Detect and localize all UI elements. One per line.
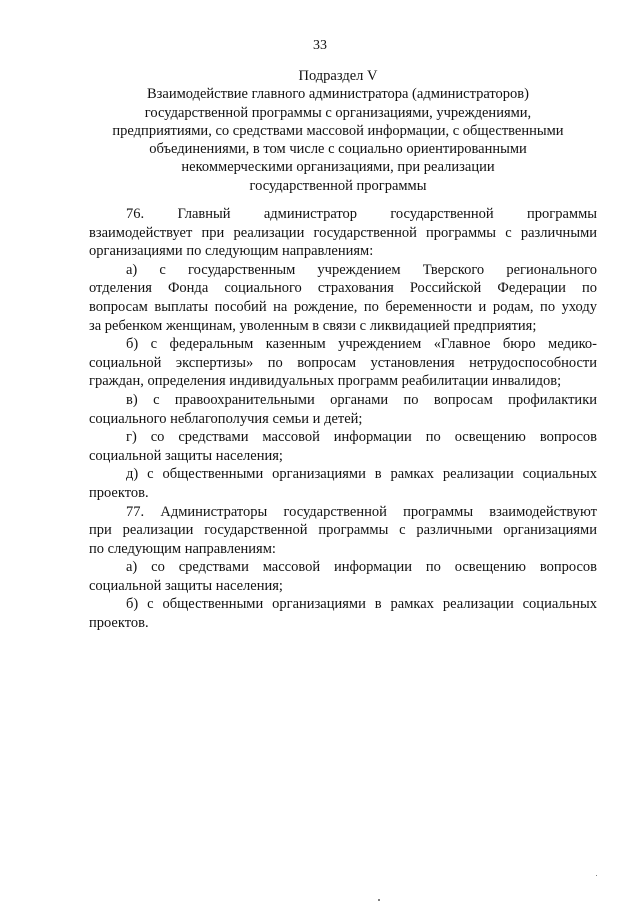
paragraph-76 <box>89 205 597 261</box>
text-line: проектов. <box>89 484 149 501</box>
text-line: социальной защиты населения; <box>89 447 283 464</box>
paragraph-77-a <box>89 558 597 595</box>
text-line: 76. Главный администратор государственной программы <box>126 206 597 222</box>
text-line: а) с государственным учреждением Тверского регионального <box>126 261 597 278</box>
paragraph-77 <box>89 503 597 559</box>
paragraph-77-b <box>89 595 597 632</box>
heading-line: государственной программы <box>249 177 427 194</box>
heading-line: Подраздел V <box>298 68 378 84</box>
text-line: в) с правоохранительными органами по вопросам профилактики <box>126 391 597 408</box>
text-line: за ребенком женщинам, уволенным в связи с ликвидацией предприятия; <box>89 317 537 334</box>
text-line: граждан, определения индивидуальных программ реабилитации инвалидов; <box>89 373 562 390</box>
text-line: взаимодействует при реализации государственной программы с различными <box>89 224 597 241</box>
page-number: 33 <box>313 38 327 53</box>
text-line: социального неблагополучия семьи и детей; <box>89 410 363 427</box>
scan-speck <box>378 899 380 901</box>
scan-speck <box>596 875 597 876</box>
text-line: а) со средствами массовой информации по освещению вопросов <box>126 559 597 576</box>
heading-line: государственной программы с организациями, учреждениями, <box>144 104 532 121</box>
text-line: социальной экспертизы» по вопросам установления нетрудоспособности <box>89 354 597 371</box>
text-line: г) со средствами массовой информации по освещению вопросов <box>126 429 597 446</box>
heading-line: объединениями, в том числе с социально ориентированными <box>149 141 527 158</box>
paragraph-76-d <box>89 465 597 502</box>
text-line: по следующим направлениям: <box>89 540 276 557</box>
text-line: организациями по следующим направлениям: <box>89 243 374 260</box>
body-text <box>89 205 597 633</box>
text-line: проектов. <box>89 615 149 632</box>
paragraph-76-b <box>89 335 597 391</box>
paragraph-76-a <box>89 261 597 335</box>
paragraph-76-g <box>89 428 597 465</box>
section-heading <box>80 67 596 195</box>
text-line: при реализации государственной программы с различными организациями <box>89 522 597 539</box>
text-line: вопросам выплаты пособий на рождение, по беременности и родам, по уходу <box>89 298 597 315</box>
text-line: д) с общественными организациями в рамках реализации социальных <box>126 466 597 483</box>
text-line: 77. Администраторы государственной программы взаимодействуют <box>126 503 597 520</box>
heading-line: Взаимодействие главного администратора (администраторов) <box>147 86 529 103</box>
heading-line: некоммерческими организациями, при реализации <box>181 159 495 176</box>
text-line: б) с федеральным казенным учреждением «Главное бюро медико- <box>126 336 597 353</box>
text-line: отделения Фонда социального страхования Российской Федерации по <box>89 280 597 297</box>
text-line: б) с общественными организациями в рамках реализации социальных <box>126 596 597 613</box>
paragraph-76-v <box>89 391 597 428</box>
heading-line: предприятиями, со средствами массовой информации, с общественными <box>112 122 564 139</box>
text-line: социальной защиты населения; <box>89 577 283 594</box>
